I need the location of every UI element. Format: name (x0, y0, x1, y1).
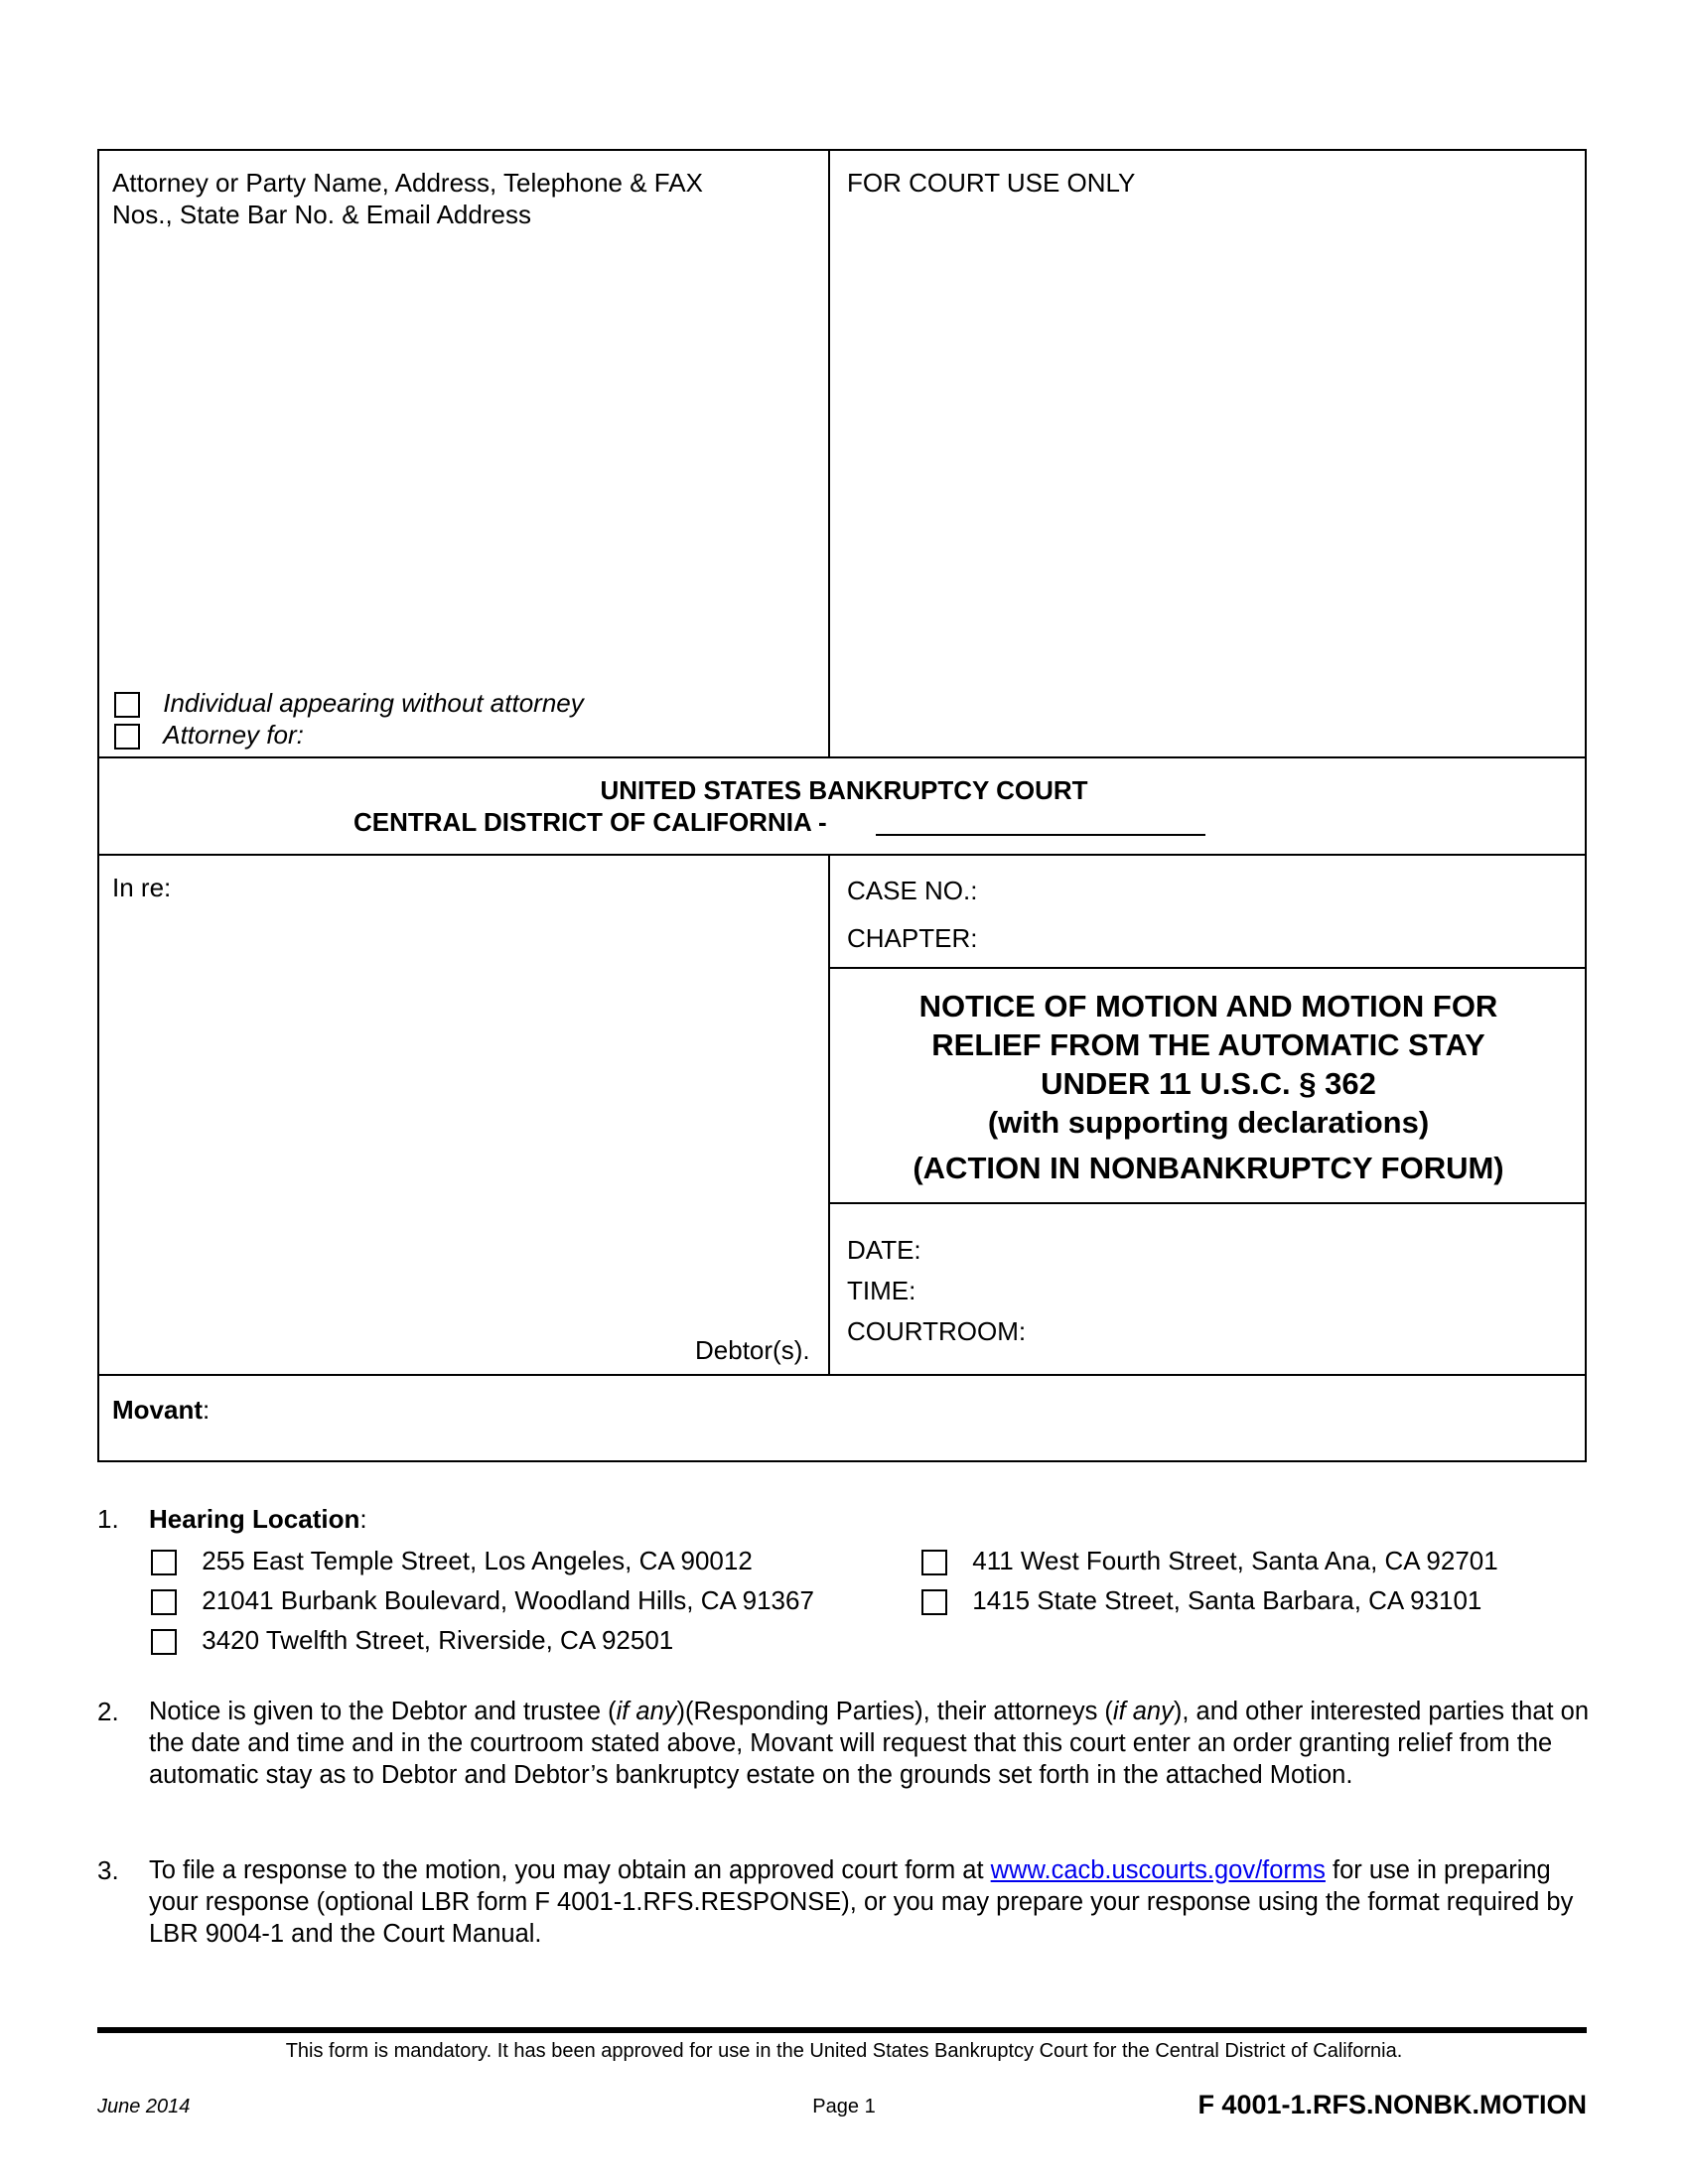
divider (828, 967, 1587, 969)
courtroom-label: COURTROOM: (847, 1316, 1027, 1346)
item3-number: 3. (97, 1855, 119, 1885)
divider (97, 756, 1587, 758)
attorney-info-field[interactable] (111, 238, 806, 675)
court-use-label: FOR COURT USE ONLY (847, 168, 1136, 198)
item3-paragraph: To file a response to the motion, you may obtain an approved court form at www.cacb.uscourts.gov/forms for use in preparing your response (optional LBR form F 4001-1.RFS.RESPONSE), or you may prepare your response using the format required by LBR 9004-1 and the Court Manual. (149, 1856, 1574, 1948)
case-no-label: CASE NO.: (847, 876, 978, 905)
footer-rule (97, 2027, 1587, 2033)
mandatory-note: This form is mandatory. It has been approved for use in the United States Bankruptcy Court for the Central District of California. (285, 2040, 1403, 2062)
footer-date: June 2014 (97, 2096, 191, 2117)
movant-row: Movant: (112, 1395, 211, 1425)
individual-label: Individual appearing without attorney (163, 688, 584, 718)
divider (828, 1202, 1587, 1204)
division-field[interactable] (876, 834, 1205, 836)
location-label: 411 West Fourth Street, Santa Ana, CA 92701 (972, 1546, 1498, 1575)
item2-number: 2. (97, 1697, 119, 1726)
location-label: 3420 Twelfth Street, Riverside, CA 92501 (202, 1625, 674, 1655)
location-label: 21041 Burbank Boulevard, Woodland Hills, CA 91367 (202, 1585, 814, 1615)
item1-number: 1. (97, 1504, 119, 1534)
location-checkbox[interactable] (921, 1589, 947, 1615)
court-name-line1: UNITED STATES BANKRUPTCY COURT (600, 775, 1088, 805)
divider (97, 1374, 1587, 1376)
movant-label: Movant (112, 1395, 203, 1425)
courtroom-field[interactable] (1053, 1314, 1569, 1346)
chapter-field[interactable] (993, 921, 1569, 953)
attorney-for-checkbox-row (114, 719, 304, 751)
debtors-label: Debtor(s). (695, 1335, 810, 1365)
date-field[interactable] (943, 1233, 1569, 1265)
attorney-for-checkbox[interactable] (114, 724, 140, 750)
form-number: F 4001-1.RFS.NONBK.MOTION (1197, 2090, 1587, 2119)
hearing-location-heading: Hearing Location: (149, 1504, 367, 1534)
location-label: 1415 State Street, Santa Barbara, CA 93101 (972, 1585, 1482, 1615)
divider (828, 149, 830, 756)
page-number: Page 1 (812, 2096, 876, 2117)
movant-field[interactable] (228, 1390, 1569, 1445)
in-re-label: In re: (112, 873, 172, 902)
location-label: 255 East Temple Street, Los Angeles, CA 90012 (202, 1546, 753, 1575)
debtor-name-field[interactable] (111, 913, 806, 1310)
case-no-field[interactable] (993, 874, 1569, 905)
chapter-label: CHAPTER: (847, 923, 978, 953)
location-checkbox[interactable] (151, 1550, 177, 1575)
date-label: DATE: (847, 1235, 921, 1265)
location-option (151, 1545, 753, 1576)
location-option (921, 1584, 1481, 1616)
time-field[interactable] (943, 1274, 1569, 1305)
individual-checkbox-row (114, 687, 584, 719)
location-option (151, 1624, 673, 1656)
location-option (151, 1584, 814, 1616)
location-checkbox[interactable] (151, 1589, 177, 1615)
divider (97, 854, 1587, 856)
location-checkbox[interactable] (921, 1550, 947, 1575)
location-checkbox[interactable] (151, 1629, 177, 1655)
form-title: NOTICE OF MOTION AND MOTION FOR RELIEF FROM THE AUTOMATIC STAY UNDER 11 U.S.C. § 362 (with supporting declarations) (ACTION IN NONBANKRUPTCY FORUM) (913, 989, 1504, 1185)
forms-link[interactable]: www.cacb.uscourts.gov/forms (990, 1856, 1326, 1884)
court-name-line2: CENTRAL DISTRICT OF CALIFORNIA - (353, 807, 827, 837)
time-label: TIME: (847, 1276, 916, 1305)
attorney-for-label: Attorney for: (163, 720, 304, 750)
individual-checkbox[interactable] (114, 692, 140, 718)
item2-paragraph: Notice is given to the Debtor and trustee (if any)(Responding Parties), their attorneys (if any), and other interested parties that on the date and time and in the courtroom stated above, Movant will request that this court enter an order granting relief from the automatic stay as to Debtor and Debtor’s bankruptcy estate on the grounds set forth in the attached Motion. (149, 1698, 1590, 1789)
attorney-label: Attorney or Party Name, Address, Telephone & FAX Nos., State Bar No. & Email Address (112, 168, 703, 229)
location-option (921, 1545, 1498, 1576)
